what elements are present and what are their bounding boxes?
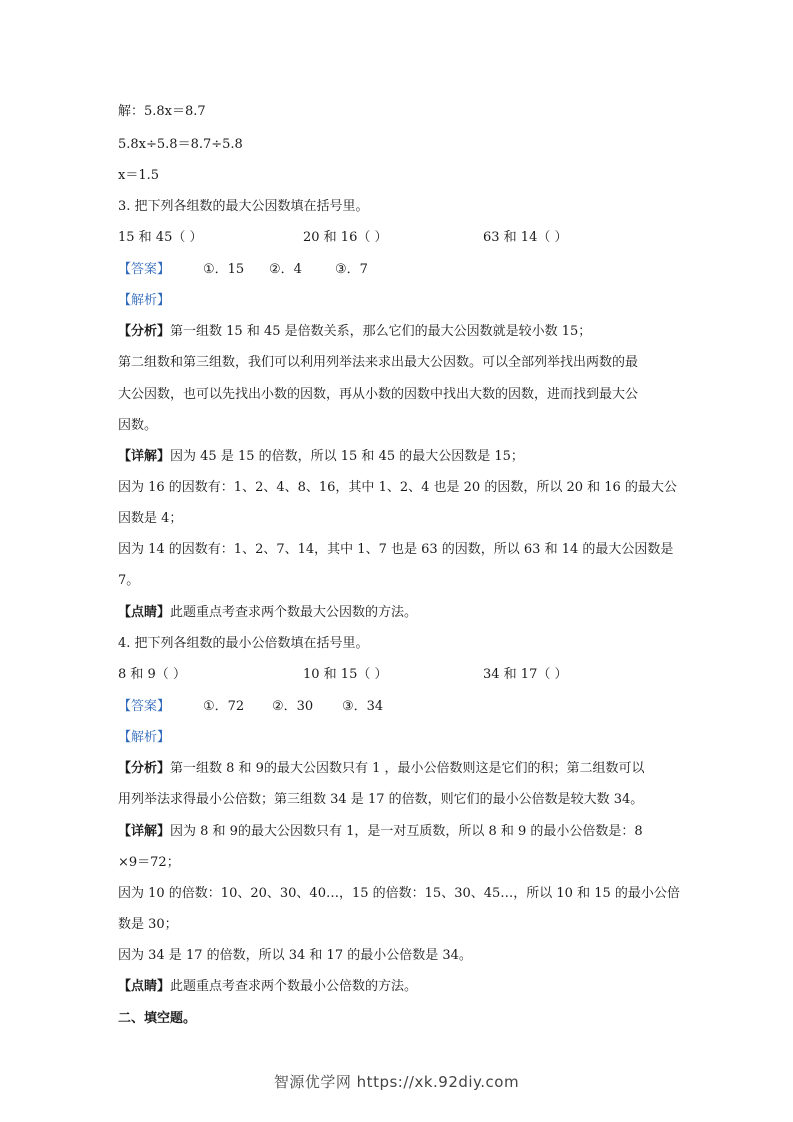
dianjing-tag: 【点睛】 bbox=[118, 979, 171, 994]
q4-blank-b: 10 和 15（ ） bbox=[303, 667, 388, 682]
answer-tag: 【答案】 bbox=[118, 699, 171, 714]
footer-watermark: 智源优学网 https://xk.92diy.com bbox=[273, 1073, 520, 1091]
answer-3: ③．34 bbox=[342, 699, 384, 714]
q4-xiangjie-line-1 bbox=[118, 823, 643, 841]
answer-2: ②．4 bbox=[269, 262, 302, 277]
q4-xiangjie-line-2: ×9＝72； bbox=[118, 855, 180, 870]
dianjing-text: 此题重点考查求两个数最大公因数的方法。 bbox=[170, 605, 418, 620]
answer-tag: 【答案】 bbox=[118, 262, 171, 277]
equation-line-1: 解：5.8x＝8.7 bbox=[118, 104, 206, 119]
section-heading: 二、填空题。 bbox=[118, 1011, 197, 1026]
q4-fenxi-line-2: 用列举法求得最小公倍数；第三组数 34 是 17 的倍数，则它们的最小公倍数是较大数 34。 bbox=[118, 792, 644, 807]
jiexi-tag: 【解析】 bbox=[118, 730, 171, 745]
jiexi-tag: 【解析】 bbox=[118, 293, 171, 308]
fenxi-tag: 【分析】 bbox=[118, 324, 171, 339]
xiangjie-text: 因为 45 是 15 的倍数，所以 15 和 45 的最大公因数是 15； bbox=[170, 449, 524, 464]
xiangjie-text: 因为 8 和 9的最大公因数只有 1，是一对互质数，所以 8 和 9 的最小公倍数是：8 bbox=[170, 824, 643, 839]
question-4-title: 4. 把下列各组数的最小公倍数填在括号里。 bbox=[118, 636, 369, 651]
q4-blank-a: 8 和 9（ ） bbox=[118, 667, 186, 682]
q3-xiangjie-line-5: 7。 bbox=[118, 573, 140, 588]
q3-xiangjie-line-1 bbox=[118, 448, 524, 466]
q4-fenxi-line-1 bbox=[118, 760, 645, 778]
q3-fenxi-line-2: 第二组数和第三组数，我们可以利用列举法来求出最大公因数。可以全部列举找出两数的最 bbox=[118, 355, 639, 370]
xiangjie-tag: 【详解】 bbox=[118, 824, 171, 839]
q4-dianjing-line bbox=[118, 978, 417, 996]
q3-blank-c: 63 和 14（ ） bbox=[483, 230, 568, 245]
q4-xiangjie-line-4: 数是 30； bbox=[118, 917, 178, 932]
question-3-title: 3. 把下列各组数的最大公因数填在括号里。 bbox=[118, 199, 369, 214]
equation-line-3: x＝1.5 bbox=[118, 168, 160, 183]
q3-fenxi-line-1 bbox=[118, 323, 591, 341]
q4-blank-c: 34 和 17（ ） bbox=[483, 667, 568, 682]
xiangjie-tag: 【详解】 bbox=[118, 449, 171, 464]
fenxi-text: 第一组数 8 和 9的最大公因数只有 1 ，最小公倍数则这是它们的积；第二组数可以 bbox=[170, 761, 645, 776]
q3-xiangjie-line-3: 因数是 4； bbox=[118, 511, 183, 526]
equation-line-2: 5.8x÷5.8＝8.7÷5.8 bbox=[118, 137, 243, 152]
dianjing-text: 此题重点考查求两个数最小公倍数的方法。 bbox=[170, 979, 418, 994]
q3-fenxi-line-4: 因数。 bbox=[118, 418, 158, 433]
q3-xiangjie-line-2: 因为 16 的因数有：1、2、4、8、16，其中 1、2、4 也是 20 的因数，所以 20 和 16 的最大公 bbox=[118, 480, 677, 495]
dianjing-tag: 【点睛】 bbox=[118, 605, 171, 620]
q3-blank-b: 20 和 16（ ） bbox=[303, 230, 388, 245]
q3-fenxi-line-3: 大公因数，也可以先找出小数的因数，再从小数的因数中找出大数的因数，进而找到最大公 bbox=[118, 387, 639, 402]
answer-2: ②．30 bbox=[272, 699, 314, 714]
fenxi-tag: 【分析】 bbox=[118, 761, 171, 776]
q4-xiangjie-line-3: 因为 10 的倍数：10、20、30、40…，15 的倍数：15、30、45…，所以 10 和 15 的最小公倍 bbox=[118, 886, 680, 901]
q3-xiangjie-line-4: 因为 14 的因数有：1、2、7、14，其中 1、7 也是 63 的因数，所以 63 和 14 的最大公因数是 bbox=[118, 542, 674, 557]
q3-dianjing-line bbox=[118, 604, 417, 622]
q3-blank-a: 15 和 45（ ） bbox=[118, 230, 203, 245]
fenxi-text: 第一组数 15 和 45 是倍数关系，那么它们的最大公因数就是较小数 15； bbox=[170, 324, 592, 339]
q4-xiangjie-line-5: 因为 34 是 17 的倍数，所以 34 和 17 的最小公倍数是 34。 bbox=[118, 948, 472, 963]
answer-1: ①．72 bbox=[203, 699, 245, 714]
answer-1: ①．15 bbox=[203, 262, 245, 277]
answer-3: ③．7 bbox=[335, 262, 368, 277]
